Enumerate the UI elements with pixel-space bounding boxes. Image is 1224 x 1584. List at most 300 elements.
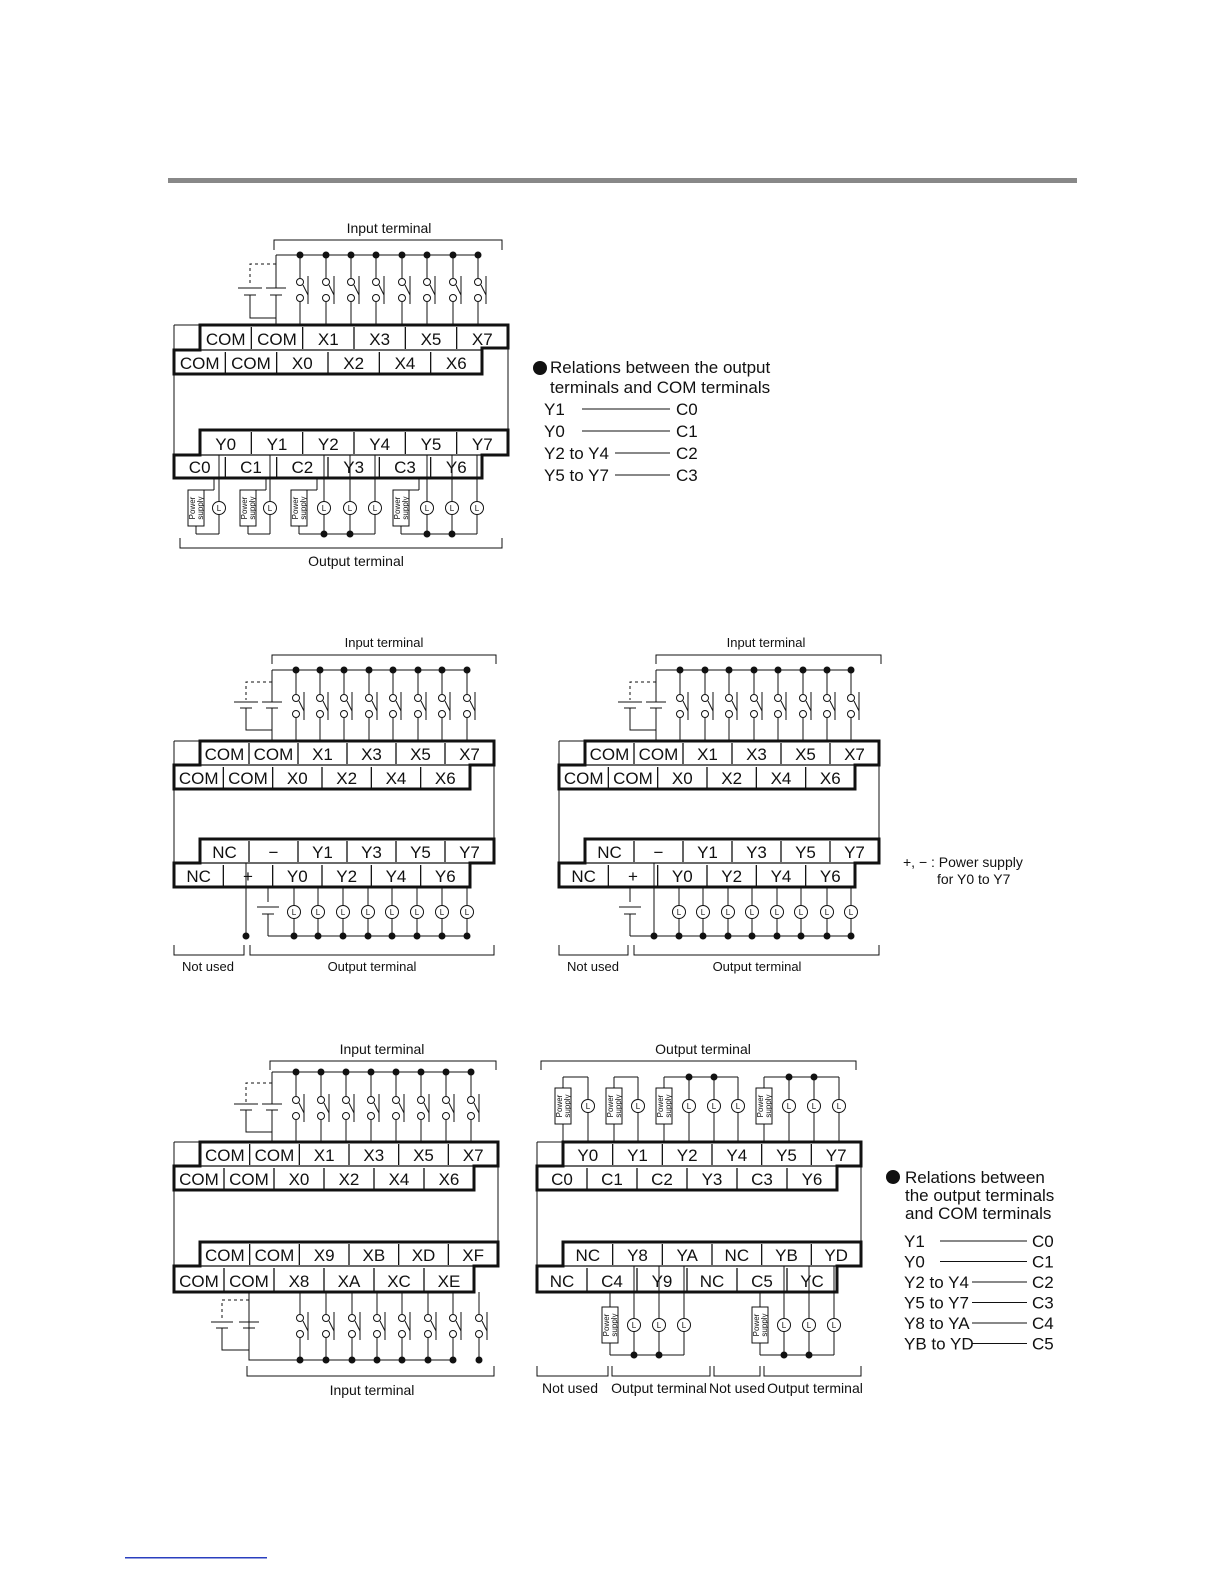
- d1-bottom-terminal-2: X0: [291, 354, 313, 373]
- lamp-label: L: [267, 504, 273, 513]
- lamp-label: L: [786, 1102, 792, 1111]
- contact-terminal: [366, 695, 373, 702]
- d1-bottom-terminal-1: COM: [231, 354, 271, 373]
- junction-dot: [450, 252, 457, 259]
- d2-notused-bracket: [174, 945, 244, 955]
- junction-dot: [321, 531, 328, 538]
- contact-terminal: [293, 711, 300, 718]
- relation-com: C3: [1032, 1293, 1054, 1313]
- switch-blade: [421, 701, 426, 711]
- d4-battery-bottom: [211, 1292, 259, 1350]
- d3-out-top-terminal-0: NC: [597, 843, 622, 862]
- d5-not-used-label-2: Not used: [708, 1380, 766, 1396]
- contact-terminal: [464, 711, 471, 718]
- d5-bottom-terminal-5: Y6: [801, 1170, 823, 1189]
- relations-2-title-1: Relations between: [905, 1168, 1045, 1187]
- d3-bottom-terminal-2: X0: [671, 769, 693, 788]
- d5-notused-bracket-1: [537, 1366, 608, 1376]
- d3-input-terminal-label: Input terminal: [726, 635, 806, 650]
- relation-output: Y8 to YA: [904, 1314, 970, 1333]
- d4-input-terminal-label-top: Input terminal: [339, 1041, 425, 1057]
- d2-out-top-terminal-1: −: [268, 843, 279, 862]
- d5-low-bottom-terminal-1: C4: [601, 1272, 623, 1291]
- d3-out-top-terminal-5: Y7: [844, 843, 865, 862]
- supply-label: supply: [664, 1094, 673, 1118]
- contact-terminal: [751, 711, 758, 718]
- switch-blade: [474, 1103, 479, 1113]
- d2-top-terminal-4: X5: [410, 745, 431, 764]
- contact-terminal: [343, 1097, 350, 1104]
- contact-terminal: [418, 1097, 425, 1104]
- d3-out-bottom-terminal-0: NC: [571, 867, 596, 886]
- contact-terminal: [293, 695, 300, 702]
- d4-bottom-terminal-2: X0: [288, 1170, 310, 1189]
- d5-bottom-terminal-1: C1: [601, 1170, 623, 1189]
- d4-low-bottom-terminal-3: XA: [337, 1272, 361, 1291]
- contact-terminal: [323, 1331, 330, 1338]
- lamp-label: L: [848, 908, 854, 917]
- d3-out-bottom-terminal-2: Y0: [671, 867, 693, 886]
- lamp-label: L: [321, 504, 327, 513]
- relations-2-title-3: and COM terminals: [905, 1204, 1052, 1223]
- junction-dot: [297, 252, 304, 259]
- d5-top-terminal-4: Y5: [776, 1146, 797, 1165]
- switch-blade: [355, 1321, 360, 1331]
- junction-dot: [786, 1074, 793, 1081]
- junction-dot: [293, 1069, 300, 1076]
- junction-dot: [449, 531, 456, 538]
- lamp-label: L: [735, 1102, 741, 1111]
- contact-terminal: [450, 1331, 457, 1338]
- relation-com: C2: [676, 444, 698, 463]
- d1-input-bracket: [274, 240, 502, 250]
- contact-terminal: [341, 695, 348, 702]
- lamp-label: L: [424, 504, 430, 513]
- d3-out-top-terminal-2: Y1: [697, 843, 718, 862]
- lamp-label: L: [585, 1102, 591, 1111]
- contact-terminal: [390, 695, 397, 702]
- d3-bottom-terminal-4: X4: [770, 769, 792, 788]
- d2-top-terminal-1: COM: [253, 745, 294, 764]
- d2-top-terminal-5: X7: [459, 745, 480, 764]
- d2-out-bottom-terminal-0: NC: [186, 867, 211, 886]
- lamp-label: L: [464, 908, 470, 917]
- power-label: Power: [752, 1313, 761, 1337]
- d3-input-bracket: [656, 655, 881, 664]
- d4-low-bottom-terminal-2: X8: [288, 1272, 310, 1291]
- d4-dashed-supply-top: [246, 1083, 272, 1103]
- d2-output-bottom-row: [186, 865, 455, 886]
- d3-out-top-terminal-3: Y3: [746, 843, 767, 862]
- d2-input-top-row: [205, 743, 480, 764]
- d4-low-top-terminal-2: X9: [313, 1246, 335, 1265]
- d4-top-terminal-0: COM: [204, 1146, 245, 1165]
- d3-note-line-1: +, − : Power supply: [903, 854, 1023, 870]
- switch-blade: [683, 701, 688, 711]
- switch-blade: [445, 701, 450, 711]
- junction-dot: [348, 252, 355, 259]
- contact-terminal: [341, 711, 348, 718]
- d4-bottom-terminal-0: COM: [179, 1170, 219, 1189]
- relations-2: [886, 1168, 1054, 1354]
- d4-input-contacts-bottom: [297, 1292, 488, 1364]
- d3-note-line-2: for Y0 to Y7: [937, 871, 1011, 887]
- contact-terminal: [677, 711, 684, 718]
- d2-bottom-terminal-4: X4: [385, 769, 407, 788]
- junction-dot: [711, 1074, 718, 1081]
- d1-battery: [238, 255, 286, 325]
- contact-terminal: [297, 1315, 304, 1322]
- lamp-label: L: [414, 908, 420, 917]
- d4-input-low-bottom-row: [179, 1268, 460, 1291]
- contact-terminal: [374, 1331, 381, 1338]
- relation-com: C2: [1032, 1273, 1054, 1292]
- d5-top-terminal-1: Y1: [627, 1146, 648, 1165]
- junction-dot: [726, 667, 733, 674]
- d4-bottom-terminal-5: X6: [438, 1170, 460, 1189]
- junction-dot: [293, 667, 300, 674]
- relations-1: [533, 358, 770, 485]
- d2-output-top-row: [212, 841, 480, 862]
- d5-bottom-terminal-0: C0: [551, 1170, 573, 1189]
- d1-output-bracket: [180, 538, 502, 548]
- lamp-label: L: [635, 1102, 641, 1111]
- d3-output-bracket: [634, 945, 879, 955]
- d4-input-bottom-row: [179, 1168, 459, 1189]
- lamp-label: L: [700, 908, 706, 917]
- lamp-label: L: [365, 908, 371, 917]
- contact-terminal: [373, 295, 380, 302]
- contact-terminal: [848, 695, 855, 702]
- d3-output-top-row: [597, 841, 865, 862]
- d2-out-bottom-terminal-4: Y4: [385, 867, 407, 886]
- d3-out-top-terminal-4: Y5: [795, 843, 816, 862]
- d3-input-contacts: [677, 667, 860, 742]
- d4-input-bracket-top: [270, 1061, 496, 1070]
- contact-terminal: [468, 1097, 475, 1104]
- d2-bottom-terminal-0: COM: [178, 769, 219, 788]
- d5-top-terminal-0: Y0: [577, 1146, 599, 1165]
- d1-out-top-terminal-4: Y5: [420, 435, 442, 454]
- contact-terminal: [368, 1113, 375, 1120]
- d4-low-bottom-terminal-4: XC: [387, 1272, 411, 1291]
- switch-blade: [354, 285, 359, 295]
- contact-terminal: [390, 711, 397, 718]
- d2-out-bottom-terminal-3: Y2: [336, 867, 358, 886]
- lamp-label: L: [681, 1321, 687, 1330]
- contact-terminal: [293, 1113, 300, 1120]
- switch-blade: [372, 701, 377, 711]
- junction-dot: [393, 1069, 400, 1076]
- d4-top-terminal-3: X3: [363, 1146, 385, 1165]
- switch-blade: [299, 701, 304, 711]
- lamp-label: L: [831, 1321, 837, 1330]
- d1-out-top-terminal-2: Y2: [317, 435, 339, 454]
- d2-bottom-terminal-2: X0: [286, 769, 308, 788]
- d1-out-bottom-terminal-3: Y3: [343, 458, 365, 477]
- supply-label: supply: [248, 496, 257, 520]
- contact-terminal: [425, 1331, 432, 1338]
- junction-dot: [424, 531, 431, 538]
- contact-terminal: [366, 711, 373, 718]
- switch-blade: [303, 1321, 308, 1331]
- junction-dot: [343, 1069, 350, 1076]
- junction-dot: [686, 1074, 693, 1081]
- contact-terminal: [468, 1113, 475, 1120]
- d2-input-bracket: [272, 655, 496, 664]
- junction-dot: [806, 1352, 813, 1359]
- d5-output-terminal-label-2: Output terminal: [767, 1380, 863, 1396]
- d1-bottom-terminal-0: COM: [179, 354, 220, 373]
- relation-output: Y0: [904, 1252, 925, 1272]
- junction-dot: [341, 667, 348, 674]
- contact-terminal: [343, 1113, 350, 1120]
- contact-terminal: [399, 1315, 406, 1322]
- power-label: Power: [606, 1094, 615, 1118]
- switch-blade: [470, 701, 475, 711]
- bullet-icon: [533, 361, 547, 375]
- d4-top-terminal-4: X5: [413, 1146, 434, 1165]
- contact-terminal: [393, 1097, 400, 1104]
- d2-bottom-terminal-1: COM: [228, 769, 268, 788]
- d1-out-top-terminal-5: Y7: [471, 435, 493, 454]
- supply-label: supply: [614, 1094, 623, 1118]
- relations-1-title-1: Relations between the output: [550, 358, 771, 377]
- lamp-label: L: [781, 1321, 787, 1330]
- d4-top-terminal-2: X1: [313, 1146, 335, 1165]
- lamp-label: L: [824, 908, 830, 917]
- relations-2-rows: [904, 1232, 1054, 1354]
- relation-com: C5: [1032, 1334, 1054, 1354]
- junction-dot: [651, 933, 658, 940]
- power-label: Power: [393, 496, 402, 520]
- junction-dot: [390, 667, 397, 674]
- switch-blade: [303, 285, 308, 295]
- d5-low-top-terminal-5: YD: [824, 1246, 848, 1265]
- contact-terminal: [775, 711, 782, 718]
- d5-output-low-top-row: [576, 1244, 848, 1265]
- power-label: Power: [555, 1094, 564, 1118]
- junction-dot: [443, 1069, 450, 1076]
- supply-label: supply: [299, 496, 308, 520]
- lamp-label: L: [631, 1321, 637, 1330]
- d3-battery: [618, 670, 666, 741]
- d5-low-top-terminal-1: Y8: [627, 1246, 648, 1265]
- d5-not-used-label-1: Not used: [541, 1380, 599, 1396]
- switch-blade: [399, 1103, 404, 1113]
- d5-low-top-terminal-3: NC: [724, 1246, 750, 1265]
- contact-terminal: [317, 695, 324, 702]
- relation-output: Y1: [544, 400, 565, 419]
- d3-not-used-label: Not used: [566, 959, 620, 974]
- switch-blade: [329, 1321, 334, 1331]
- d1-top-terminal-2: X1: [317, 330, 339, 349]
- junction-dot: [476, 1357, 483, 1364]
- power-label: Power: [656, 1094, 665, 1118]
- lamp-label: L: [798, 908, 804, 917]
- d3-bottom-terminal-0: COM: [563, 769, 604, 788]
- switch-blade: [482, 1321, 487, 1331]
- d2-top-terminal-2: X1: [312, 745, 333, 764]
- switch-blade: [806, 701, 811, 711]
- junction-dot: [800, 667, 807, 674]
- switch-blade: [374, 1103, 379, 1113]
- d3-top-terminal-2: X1: [697, 745, 718, 764]
- d4-low-bottom-terminal-5: XE: [437, 1272, 461, 1291]
- contact-terminal: [476, 1331, 483, 1338]
- supply-label: supply: [610, 1313, 619, 1337]
- d1-input-terminal-label: Input terminal: [346, 220, 432, 236]
- junction-dot: [368, 1069, 375, 1076]
- d1-out-bottom-terminal-1: C1: [240, 458, 262, 477]
- junction-dot: [318, 1069, 325, 1076]
- contact-terminal: [702, 711, 709, 718]
- contact-terminal: [439, 711, 446, 718]
- d4-low-top-terminal-3: XB: [362, 1246, 386, 1265]
- contact-terminal: [368, 1097, 375, 1104]
- d1-output-terminal-label: Output terminal: [308, 553, 404, 569]
- contact-terminal: [415, 711, 422, 718]
- contact-terminal: [374, 1315, 381, 1322]
- contact-terminal: [297, 295, 304, 302]
- relation-output: YB to YD: [904, 1334, 974, 1354]
- d1-top-terminal-5: X7: [471, 330, 493, 349]
- contact-terminal: [424, 279, 431, 286]
- d2-not-used-label: Not used: [181, 959, 235, 974]
- d1-bottom-terminal-3: X2: [343, 354, 365, 373]
- switch-blade: [405, 1321, 410, 1331]
- switch-blade: [781, 701, 786, 711]
- contact-terminal: [425, 1315, 432, 1322]
- switch-blade: [349, 1103, 354, 1113]
- d2-out-top-terminal-0: NC: [212, 843, 237, 862]
- d3-output-terminal-label: Output terminal: [712, 959, 802, 974]
- contact-terminal: [800, 711, 807, 718]
- power-label: Power: [602, 1313, 611, 1337]
- switch-blade: [431, 1321, 436, 1331]
- d4-input-top-row: [205, 1144, 484, 1165]
- contact-terminal: [297, 279, 304, 286]
- d5-bottom-terminal-4: C3: [751, 1170, 773, 1189]
- junction-dot: [366, 667, 373, 674]
- contact-terminal: [439, 695, 446, 702]
- contact-terminal: [418, 1113, 425, 1120]
- contact-terminal: [393, 1113, 400, 1120]
- d5-output-bracket-1: [612, 1366, 710, 1376]
- lamp-label: L: [811, 1102, 817, 1111]
- d5-top-terminal-5: Y7: [825, 1146, 847, 1165]
- d1-out-top-terminal-3: Y4: [369, 435, 391, 454]
- d1-out-bottom-terminal-0: C0: [188, 458, 211, 477]
- switch-blade: [732, 701, 737, 711]
- switch-blade: [456, 285, 461, 295]
- switch-blade: [379, 285, 384, 295]
- contact-terminal: [677, 695, 684, 702]
- junction-dot: [781, 1352, 788, 1359]
- lamp-label: L: [836, 1102, 842, 1111]
- switch-blade: [324, 1103, 329, 1113]
- d5-top-terminal-2: Y2: [676, 1146, 698, 1165]
- d4-input-terminal-label-bottom: Input terminal: [329, 1382, 415, 1398]
- d3-out-bottom-terminal-4: Y4: [770, 867, 792, 886]
- relation-output: Y2 to Y4: [544, 444, 609, 463]
- switch-blade: [456, 1321, 461, 1331]
- junction-dot: [475, 252, 482, 259]
- junction-dot: [418, 1069, 425, 1076]
- d3-notused-bracket: [559, 945, 628, 955]
- lamp-label: L: [347, 504, 353, 513]
- d1-input-bottom-row: [180, 352, 467, 373]
- contact-terminal: [726, 695, 733, 702]
- d3-input-bottom-row: [564, 767, 841, 788]
- junction-dot: [677, 667, 684, 674]
- lamp-label: L: [686, 1102, 692, 1111]
- d5-output-bottom-row: [551, 1168, 822, 1189]
- supply-label: supply: [764, 1094, 773, 1118]
- d5-low-bottom-terminal-4: C5: [751, 1272, 773, 1291]
- d5-output-terminal-label-top: Output terminal: [655, 1041, 751, 1057]
- contact-terminal: [800, 695, 807, 702]
- switch-blade: [329, 285, 334, 295]
- d4-low-bottom-terminal-1: COM: [229, 1272, 269, 1291]
- switch-blade: [854, 701, 859, 711]
- lamp-label: L: [676, 908, 682, 917]
- d5-low-bottom-terminal-3: NC: [699, 1272, 725, 1291]
- d2-input-bottom-row: [179, 767, 456, 788]
- d3-top-terminal-3: X3: [746, 745, 767, 764]
- d5-top-terminal-3: Y4: [726, 1146, 748, 1165]
- lamp-label: L: [216, 504, 222, 513]
- d5-output-bracket-top: [541, 1061, 856, 1070]
- d1-bottom-terminal-5: X6: [445, 354, 467, 373]
- d3-out-bottom-terminal-1: +: [628, 867, 638, 886]
- contact-terminal: [318, 1113, 325, 1120]
- contact-terminal: [702, 695, 709, 702]
- d4-input-bracket-bottom: [247, 1366, 494, 1376]
- contact-terminal: [475, 279, 482, 286]
- switch-blade: [424, 1103, 429, 1113]
- contact-terminal: [476, 1315, 483, 1322]
- contact-terminal: [349, 1331, 356, 1338]
- junction-dot: [775, 667, 782, 674]
- contact-terminal: [726, 711, 733, 718]
- d5-bottom-terminal-3: Y3: [701, 1170, 723, 1189]
- d4-top-terminal-5: X7: [462, 1146, 484, 1165]
- d5-output-wiring-top: [555, 1074, 846, 1143]
- d1-out-bottom-terminal-2: C2: [291, 458, 314, 477]
- contact-terminal: [824, 711, 831, 718]
- d2-out-bottom-terminal-5: Y6: [434, 867, 456, 886]
- contact-terminal: [349, 1315, 356, 1322]
- switch-blade: [449, 1103, 454, 1113]
- d4-input-contacts-top: [293, 1069, 480, 1143]
- d2-input-terminal-label: Input terminal: [344, 635, 424, 650]
- d5-low-top-terminal-0: NC: [575, 1246, 601, 1265]
- diagram-1: [174, 220, 508, 569]
- d5-output-low-bottom-row: [550, 1268, 824, 1291]
- d1-top-terminal-4: X5: [420, 330, 442, 349]
- power-label: Power: [240, 496, 249, 520]
- diagram-2: [174, 635, 496, 974]
- d1-input-top-row: [206, 327, 493, 349]
- d1-top-terminal-1: COM: [257, 330, 297, 349]
- lamp-label: L: [774, 908, 780, 917]
- d5-low-bottom-terminal-5: YC: [800, 1272, 824, 1291]
- d2-out-top-terminal-3: Y3: [361, 843, 382, 862]
- relations-1-rows: [544, 400, 698, 485]
- d1-top-terminal-3: X3: [369, 330, 391, 349]
- contact-terminal: [464, 695, 471, 702]
